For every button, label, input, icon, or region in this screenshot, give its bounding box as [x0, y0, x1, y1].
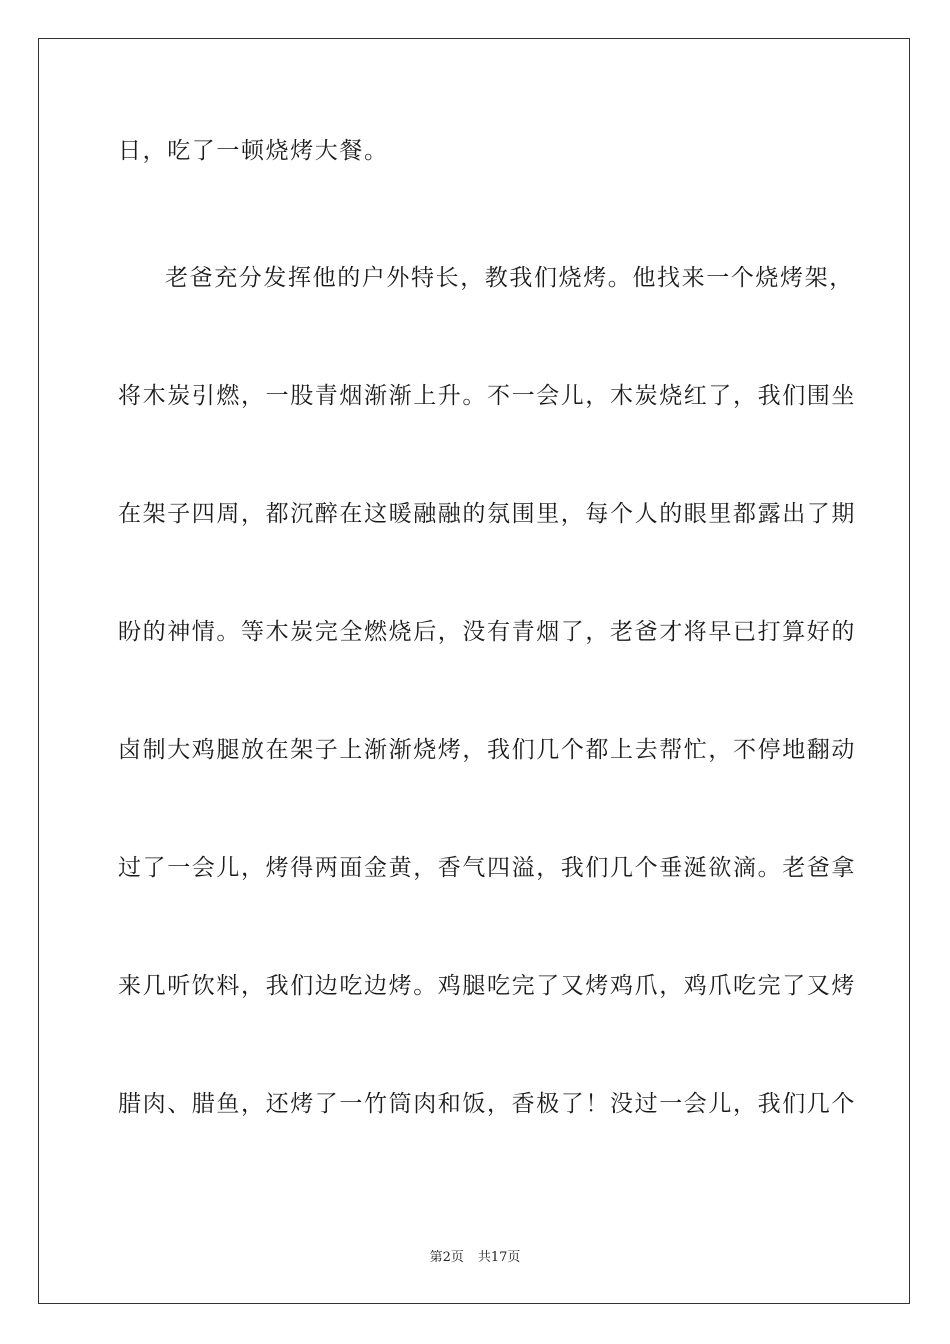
paragraph-line: 过了一会儿，烤得两面金黄，香气四溢，我们几个垂涎欲滴。老爸拿 [118, 855, 856, 881]
paragraph-line: 老爸充分发挥他的户外特长，教我们烧烤。他找来一个烧烤架， [165, 265, 854, 291]
paragraph-line: 在架子四周，都沉醉在这暖融融的氛围里，每个人的眼里都露出了期 [118, 501, 856, 527]
page-total: 共17页 [477, 1250, 521, 1265]
paragraph-line: 卤制大鸡腿放在架子上渐渐烧烤，我们几个都上去帮忙，不停地翻动 [118, 737, 856, 763]
page-number: 第2页 [429, 1250, 464, 1265]
paragraph-line: 将木炭引燃，一股青烟渐渐上升。不一会儿，木炭烧红了，我们围坐 [118, 383, 856, 409]
page-footer [0, 1246, 950, 1265]
paragraph-line: 日，吃了一顿烧烤大餐。 [118, 138, 389, 164]
paragraph-line: 来几听饮料，我们边吃边烤。鸡腿吃完了又烤鸡爪，鸡爪吃完了又烤 [118, 973, 856, 999]
paragraph-line: 盼的神情。等木炭完全燃烧后，没有青烟了，老爸才将早已打算好的 [118, 619, 856, 645]
paragraph-line: 腊肉、腊鱼，还烤了一竹筒肉和饭，香极了！没过一会儿，我们几个 [118, 1091, 856, 1117]
